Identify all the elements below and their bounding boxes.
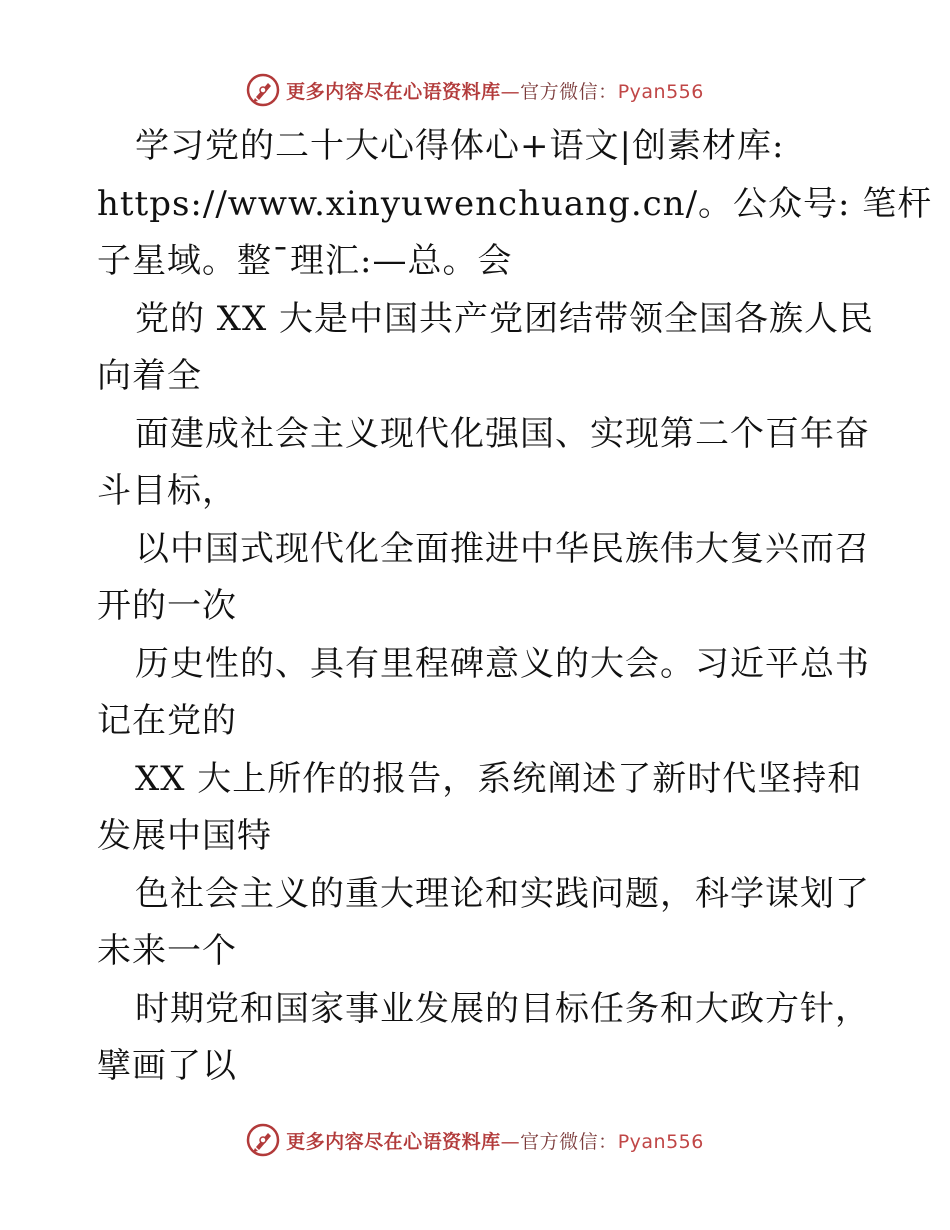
banner-official-label: 官方微信： (520, 80, 618, 103)
text-line: 子星域。整¯理汇:—总。会 (97, 241, 513, 281)
header-banner (0, 70, 950, 110)
banner-wechat-id: Pyan556 (617, 1130, 704, 1153)
text-line: 历史性的、具有里程碑意义的大会。习近平总书 (135, 643, 870, 684)
banner-content (246, 1123, 704, 1157)
text-line: 未来一个 (97, 931, 237, 971)
banner-separator: — (500, 1130, 521, 1153)
text-line: 以中国式现代化全面推进中华民族伟大复兴而召 (135, 528, 870, 569)
document-body (97, 118, 933, 1096)
footer-banner (0, 1120, 950, 1160)
text-line: XX 大上所作的报告，系统阐述了新时代坚持和 (135, 758, 863, 799)
text-line: 记在党的 (97, 701, 237, 741)
text-line: 开的一次 (97, 586, 237, 626)
text-line: 时期党和国家事业发展的目标任务和大政方针， (135, 988, 870, 1029)
seal-logo-icon (246, 1123, 280, 1157)
text-line: https://www.xinyuwenchuang.cn/。公众号: 笔杆 (97, 183, 933, 224)
banner-content (246, 73, 704, 107)
text-line: 向着全 (97, 356, 202, 396)
text-line: 学习党的二十大心得体心+语文|创素材库: (135, 126, 785, 166)
banner-text (286, 77, 704, 104)
banner-main-text: 更多内容尽在心语资料库 (286, 80, 501, 103)
text-line: 色社会主义的重大理论和实践问题，科学谋划了 (135, 873, 870, 914)
text-line: 面建成社会主义现代化强国、实现第二个百年奋 (135, 413, 870, 454)
banner-wechat-id: Pyan556 (617, 80, 704, 103)
banner-separator: — (500, 80, 521, 103)
text-line: 斗目标， (97, 471, 237, 511)
text-line: 擘画了以 (97, 1046, 237, 1086)
seal-logo-icon (246, 73, 280, 107)
banner-official-label: 官方微信： (520, 1130, 618, 1153)
banner-text (286, 1127, 704, 1154)
banner-main-text: 更多内容尽在心语资料库 (286, 1130, 501, 1153)
text-line: 发展中国特 (97, 816, 272, 856)
text-line: 党的 XX 大是中国共产党团结带领全国各族人民 (135, 298, 875, 339)
